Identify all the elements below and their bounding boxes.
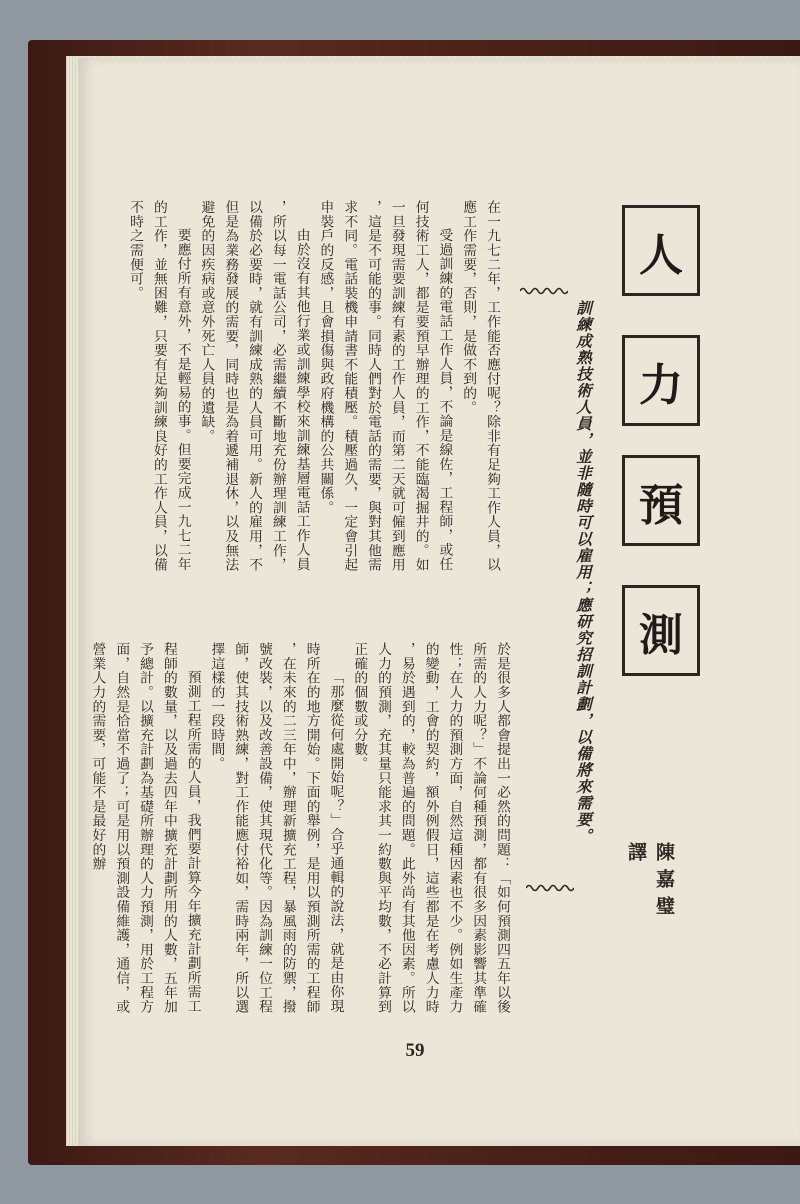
paragraph: 「那麼從何處開始呢？」合乎通輯的說法，就是由你現時所在的地方開始。下面的舉例，是用以預測所需的工程師，在未來的二三年中，辦理新擴充工程，暴風雨的防禦，撥號改裝，以及改善設備，使其現代化等。因為訓練一位工程師，使其技術熟練，對工作能應付裕如，需時兩年，所以選擇這樣的一段時間。 [208, 642, 344, 1014]
paragraph: 由於沒有其他行業或訓練學校來訓練基層電話工作人員，所以每一電話公司，必需繼續不斷地充份辦理訓練工作，以備於必要時，就有訓練成熟的人員可用。新人的雇用，不但是為業務發展的需要，同時也是為着遞補退休，以及無法避免的因疾病或意外死亡人員的遺缺。 [198, 200, 310, 572]
paragraph: 在一九七二年，工作能否應付呢？除非有足夠工作人員，以應工作需要，否則，是做不到的。 [460, 200, 500, 572]
title-char-4: 測 [622, 585, 700, 676]
paragraph: 受過訓練的電話工作人員，不論是線佐，工程師，或任何技術工人，都是要預早辦理的工作，不能臨渴掘井的。如一旦發現需要訓練有素的工作人員，而第二天就可僱到應用，這是不可能的事。同時人們對於電話的需要，與對其他需求不同。電話裝機申請書不能積壓。積壓過久，一定會引起申裝戶的反感，且會損傷與政府機構的公共關係。 [317, 200, 453, 572]
paragraph: 預測工程所需的人員，我們要計算今年擴充計劃所需工程師的數量，以及過去四年中擴充計劃所用的人數，五年加予總計。以擴充計劃為基礎所辦理的人力預測，用於工程方面，自然是恰當不過了；可是用以預測設備維護，通信，或營業人力的需要，可能不是最好的辦 [89, 642, 201, 1014]
paragraph: 要應付所有意外，不是輕易的事。但要完成一九七二年的工作，並無困難，只要有足夠訓練良好的工作人員，以備不時之需便可。 [127, 200, 191, 572]
body-text-lower [89, 642, 513, 1017]
paragraph: 於是很多人都會提出一必然的問題：「如何預測四五年以後所需的人力呢？」不論何種預測，都有很多因素影響其準確性；在人力的預測方面，自然這種因素也不少。例如生產力的變動，工會的契約，額外例假日，這些都是在考慮人力時，易於遇到的，較為普遍的問題。此外尚有其他因素。所以人力的預測，充其量只能求其一約數與平均數，不必計算到正確的個數或分數。 [351, 642, 510, 1014]
author-credit: 陳嘉璧 譯 [625, 842, 675, 923]
subtitle: 訓練成熟技術人員，並非隨時可以雇用；應研究招訓計劃，以備將來需要。 [574, 300, 593, 845]
title-char-3: 預 [622, 455, 700, 546]
wavy-ornament-bottom [526, 883, 574, 893]
title-char-1: 人 [622, 205, 700, 296]
body-text-upper [108, 200, 503, 575]
page-number: 59 [405, 1040, 425, 1061]
title-char-2: 力 [622, 335, 700, 426]
wavy-ornament-top [520, 286, 568, 296]
